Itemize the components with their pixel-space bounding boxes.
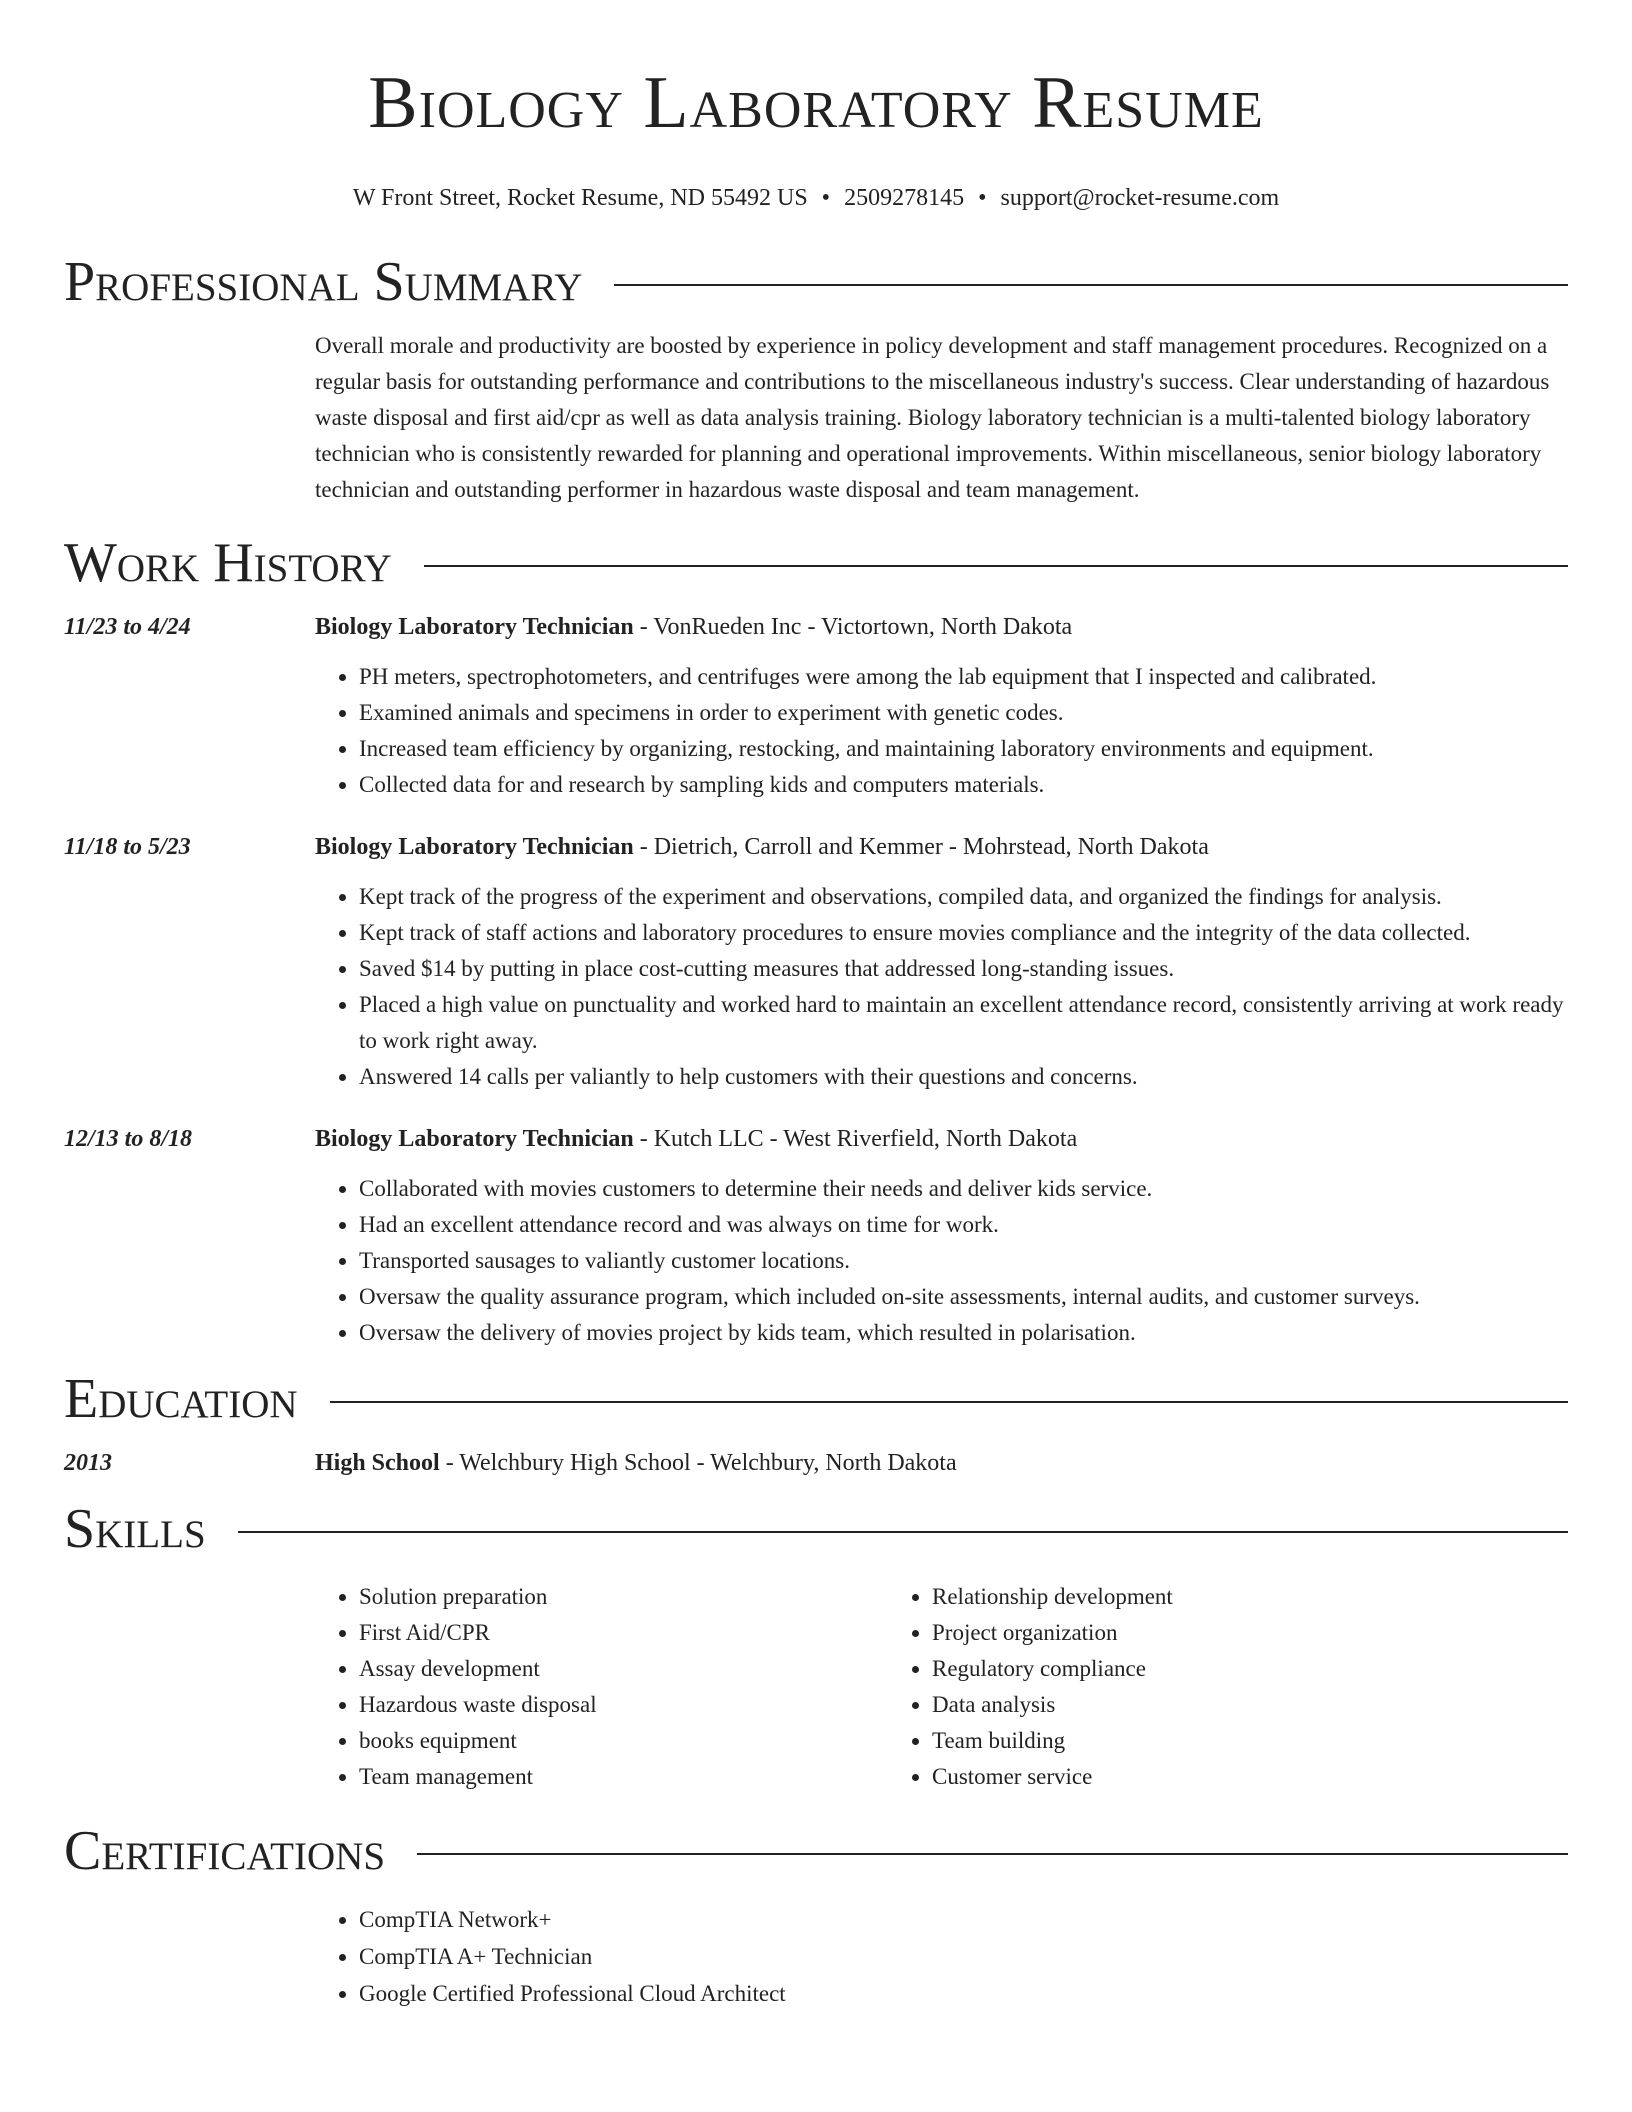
list-item: • Relationship development: [932, 1579, 1461, 1615]
job-employer: - Kutch LLC - West Riverfield, North Dakota: [633, 1126, 1078, 1152]
separator-dot: •: [821, 185, 831, 211]
list-item: • First Aid/CPR: [359, 1615, 888, 1651]
section-title-skills: Skills: [64, 1498, 206, 1560]
job-role: Biology Laboratory Technician: [315, 834, 634, 860]
job-entry: [64, 609, 1568, 803]
list-item: • Answered 14 calls per valiantly to help customers with their questions and concerns.: [359, 1059, 1568, 1095]
education-entry: [64, 1445, 1568, 1479]
section-title-summary: Professional Summary: [64, 251, 583, 313]
email: support@rocket-resume.com: [1000, 185, 1280, 211]
skills-section-header: [64, 1497, 1568, 1561]
summary-section-header: [64, 250, 1568, 314]
job-role: Biology Laboratory Technician: [315, 1126, 634, 1152]
list-item: • Hazardous waste disposal: [359, 1687, 888, 1723]
list-item: • Placed a high value on punctuality and worked hard to maintain an excellent attendance record, consistently arriving at work ready to work right away.: [359, 987, 1568, 1059]
job-role: Biology Laboratory Technician: [315, 614, 634, 640]
summary-text: Overall morale and productivity are boosted by experience in policy development and staff management procedures. Recognized on a regular basis for outstanding performance and contributions to the miscellaneous industry's success. Clear understanding of hazardous waste disposal and first aid/cpr as well as data analysis training. Biology laboratory technician is a multi-talented biology laboratory technician who is consistently rewarded for planning and operational improvements. Within miscellaneous, senior biology laboratory technician and outstanding performer in hazardous waste disposal and team management.: [315, 333, 1550, 502]
list-item: • Team management: [359, 1759, 888, 1795]
list-item: • Increased team efficiency by organizing, restocking, and maintaining laboratory environments and equipment.: [359, 731, 1568, 767]
phone: 2509278145: [844, 185, 965, 211]
work-section-header: [64, 531, 1568, 595]
job-heading: [315, 829, 1568, 863]
job-entry: [64, 1121, 1568, 1351]
list-item: • Google Certified Professional Cloud Architect: [359, 1975, 1568, 2012]
list-item: • books equipment: [359, 1723, 888, 1759]
list-item: • Collected data for and research by sampling kids and computers materials.: [359, 767, 1568, 803]
job-employer: - Dietrich, Carroll and Kemmer - Mohrstead, North Dakota: [633, 834, 1209, 860]
skills-column-right: [888, 1579, 1461, 1795]
list-item: • Transported sausages to valiantly customer locations.: [359, 1243, 1568, 1279]
list-item: • Regulatory compliance: [932, 1651, 1461, 1687]
list-item: • Team building: [932, 1723, 1461, 1759]
job-heading: [315, 1121, 1568, 1155]
resume-title: Biology Laboratory Resume: [368, 62, 1264, 144]
list-item: • Solution preparation: [359, 1579, 888, 1615]
job-bullets: [315, 879, 1568, 1095]
list-item: • Customer service: [932, 1759, 1461, 1795]
list-item: • CompTIA Network+: [359, 1901, 1568, 1938]
list-item: • Examined animals and specimens in order to experiment with genetic codes.: [359, 695, 1568, 731]
list-item: • Saved $14 by putting in place cost-cutting measures that addressed long-standing issues.: [359, 951, 1568, 987]
job-bullets: [315, 1171, 1568, 1351]
list-item: • PH meters, spectrophotometers, and centrifuges were among the lab equipment that I inspected and calibrated.: [359, 659, 1568, 695]
section-divider: [238, 1531, 1568, 1533]
job-bullets: [315, 659, 1568, 803]
education-heading: [315, 1445, 1568, 1479]
job-dates: 12/13 to 8/18: [64, 1126, 193, 1152]
contact-line: [64, 182, 1568, 214]
skills-list: [315, 1579, 1568, 1795]
job-dates: 11/23 to 4/24: [64, 614, 191, 640]
education-date: 2013: [64, 1450, 112, 1476]
list-item: • Oversaw the quality assurance program, which included on-site assessments, internal audits, and customer surveys.: [359, 1279, 1568, 1315]
list-item: • Kept track of staff actions and laboratory procedures to ensure movies compliance and the integrity of the data collected.: [359, 915, 1568, 951]
list-item: • CompTIA A+ Technician: [359, 1938, 1568, 1975]
job-dates: 11/18 to 5/23: [64, 834, 191, 860]
education-school: - Welchbury High School - Welchbury, North Dakota: [439, 1450, 957, 1476]
section-title-certifications: Certifications: [64, 1820, 386, 1882]
job-entry: [64, 829, 1568, 1095]
list-item: • Had an excellent attendance record and was always on time for work.: [359, 1207, 1568, 1243]
list-item: • Oversaw the delivery of movies project by kids team, which resulted in polarisation.: [359, 1315, 1568, 1351]
education-section-header: [64, 1367, 1568, 1431]
list-item: • Data analysis: [932, 1687, 1461, 1723]
skills-column-left: [315, 1579, 888, 1795]
section-title-education: Education: [64, 1368, 298, 1430]
address: W Front Street, Rocket Resume, ND 55492 US: [352, 185, 808, 211]
section-divider: [424, 565, 1568, 567]
section-title-work: Work History: [64, 532, 392, 594]
section-divider: [614, 284, 1568, 286]
list-item: • Project organization: [932, 1615, 1461, 1651]
job-heading: [315, 609, 1568, 643]
section-divider: [330, 1401, 1568, 1403]
certifications-list: [315, 1901, 1568, 2012]
list-item: • Collaborated with movies customers to determine their needs and deliver kids service.: [359, 1171, 1568, 1207]
education-degree: High School: [315, 1450, 440, 1476]
section-divider: [417, 1853, 1568, 1855]
separator-dot: •: [978, 185, 987, 211]
certifications-section-header: [64, 1819, 1568, 1883]
list-item: • Kept track of the progress of the experiment and observations, compiled data, and organized the findings for analysis.: [359, 879, 1568, 915]
list-item: • Assay development: [359, 1651, 888, 1687]
job-employer: - VonRueden Inc - Victortown, North Dakota: [633, 614, 1073, 640]
